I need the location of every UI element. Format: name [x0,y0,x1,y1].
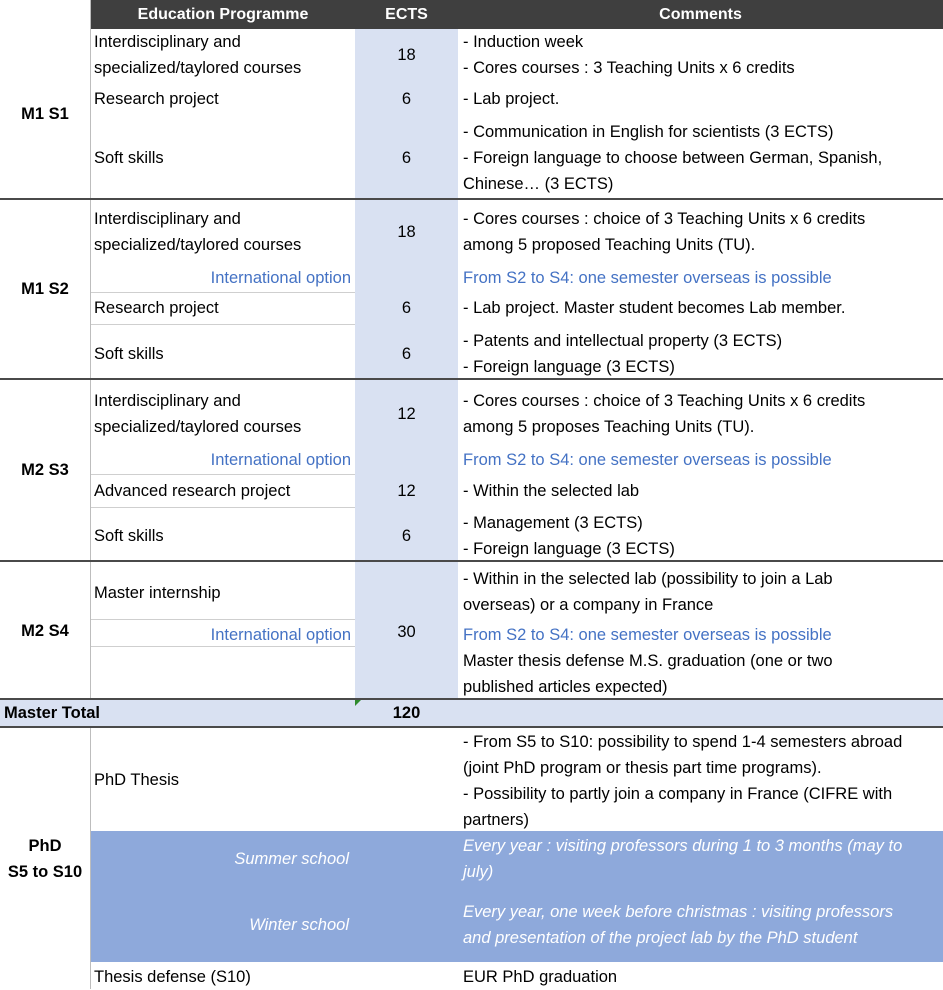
course-comment: - Within the selected lab [463,482,640,500]
ects-value: 18 [397,223,416,241]
semester-column-border [90,29,91,699]
international-option-label: International option [210,626,351,644]
header-empty-cell [0,0,91,29]
section-divider [0,560,943,562]
course-name: Interdisciplinary and specialized/taylored courses [94,210,302,254]
section-divider [0,378,943,380]
summer-school-comment: Every year : visiting professors during 1 to 3 months (may to july) [463,837,903,881]
header-comments: Comments [659,6,742,23]
row-divider [91,646,355,647]
ects-value: 6 [401,149,412,167]
section-divider [0,198,943,200]
course-comment: Master thesis defense M.S. graduation (one or two published articles expected) [463,652,833,696]
ects-value: 18 [397,46,416,64]
course-name: PhD Thesis [94,771,179,789]
winter-school-comment: Every year, one week before christmas : visiting professors and presentation of the project lab by the PhD student [463,903,894,947]
international-option-comment: From S2 to S4: one semester overseas is possible [463,451,832,469]
ects-value: 6 [401,345,412,363]
course-name: Interdisciplinary and specialized/taylored courses [94,392,302,436]
course-comment: - Lab project. [463,90,560,108]
course-comment: - Within in the selected lab (possibility to join a Lab overseas) or a company in France [463,570,833,614]
semester-label-phd: PhD S5 to S10 [7,836,83,881]
course-comment: - Management (3 ECTS) - Foreign language (3 ECTS) [463,514,675,558]
international-option-comment: From S2 to S4: one semester overseas is possible [463,626,832,644]
course-name: Research project [94,90,219,108]
master-total-ects: 120 [392,704,421,722]
course-name: Advanced research project [94,482,291,500]
course-comment: EUR PhD graduation [463,968,618,986]
international-option-comment: From S2 to S4: one semester overseas is possible [463,269,832,287]
ects-value: 6 [401,299,412,317]
course-comment: - Cores courses : choice of 3 Teaching Units x 6 credits among 5 proposes Teaching Units (TU). [463,392,866,436]
course-comment: - Patents and intellectual property (3 ECTS) - Foreign language (3 ECTS) [463,332,783,376]
master-total-row [0,700,943,726]
ects-value: 6 [401,527,412,545]
semester-label-m1s2: M1 S2 [21,280,69,298]
summer-school-label: Summer school [234,850,349,868]
course-comment: - Lab project. Master student becomes Lab member. [463,299,846,317]
international-option-label: International option [210,451,351,469]
section-divider [0,726,943,728]
master-total-label: Master Total [4,704,100,722]
row-divider [91,619,355,620]
course-name: Soft skills [94,527,164,545]
ects-value: 30 [397,623,416,641]
semester-label-m2s4: M2 S4 [21,621,69,640]
course-name: Interdisciplinary and specialized/taylored courses [94,33,302,77]
ects-value: 6 [401,90,412,108]
course-comment: - From S5 to S10: possibility to spend 1-4 semesters abroad (joint PhD program or thesis part time programs). - Possibility to partly join a company in France (CIFRE with partners) [463,733,903,829]
ects-value: 12 [397,482,416,500]
course-name: Thesis defense (S10) [94,968,251,986]
course-name: Research project [94,299,219,317]
course-comment: - Induction week - Cores courses : 3 Teaching Units x 6 credits [463,33,795,77]
header-ects: ECTS [385,6,428,23]
row-divider [91,324,355,325]
course-name: Soft skills [94,345,164,363]
ects-value: 12 [397,405,416,423]
course-name: Master internship [94,584,221,602]
semester-label-m1s1: M1 S1 [21,105,69,123]
winter-school-label: Winter school [249,916,349,934]
header-education-programme: Education Programme [137,6,309,23]
semester-label-m2s3: M2 S3 [21,461,69,479]
international-option-label: International option [210,269,351,287]
row-divider [91,292,355,293]
row-divider [91,474,355,475]
course-name: Soft skills [94,149,164,167]
course-comment: - Communication in English for scientists (3 ECTS) - Foreign language to choose between German, Spanish, Chinese… (3 ECTS) [463,123,883,193]
course-comment: - Cores courses : choice of 3 Teaching Units x 6 credits among 5 proposed Teaching Units (TU). [463,210,866,254]
row-divider [91,507,355,508]
